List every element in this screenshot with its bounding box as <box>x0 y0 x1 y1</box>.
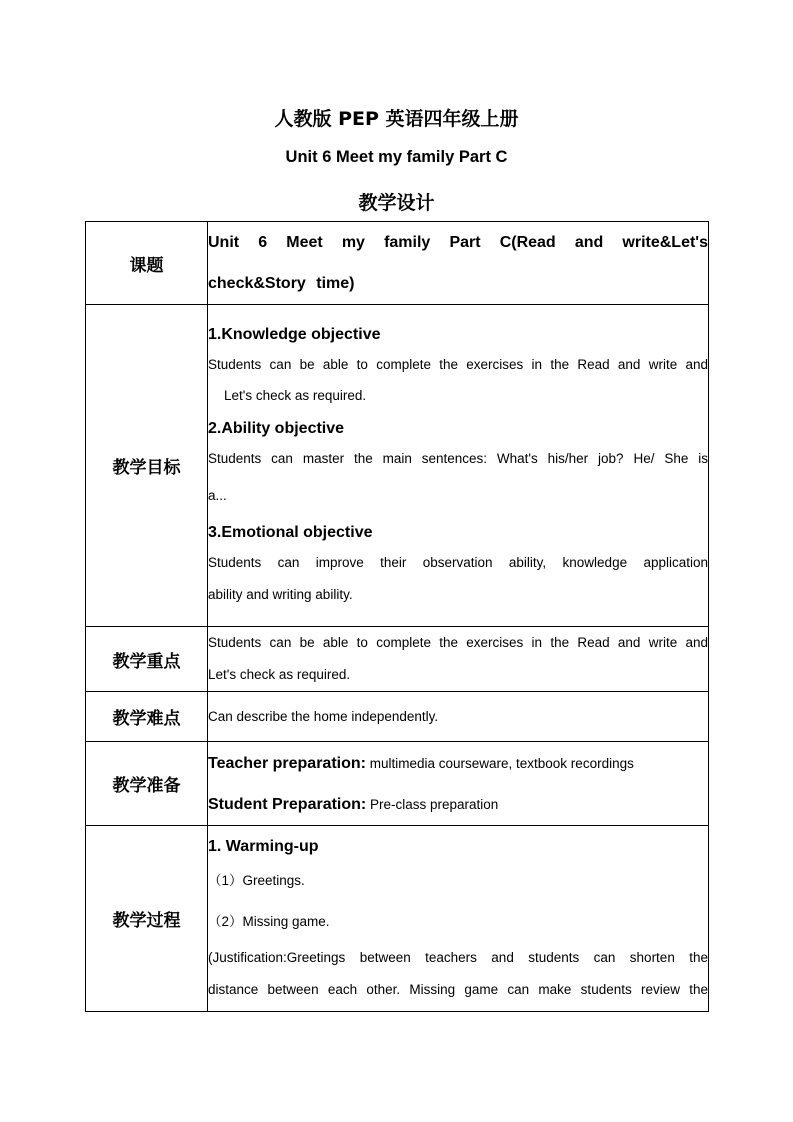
process-item-greetings: （1）Greetings. <box>208 873 305 888</box>
knowledge-objective-text-line2: Let's check as required. <box>224 387 367 403</box>
process-cell <box>208 826 709 1012</box>
justification-text-line1: (Justification:Greetings between teachers and students can shorten the <box>208 950 708 965</box>
student-preparation-text: Pre-class preparation <box>366 796 499 812</box>
unit-subtitle: Unit 6 Meet my family Part C <box>285 148 508 166</box>
teacher-preparation-label: Teacher preparation: <box>208 754 366 772</box>
emotional-objective-text-line2: ability and writing ability. <box>208 586 353 602</box>
emotional-objective-text-line1: Students can improve their observation ability, knowledge application <box>208 554 708 570</box>
preparation-cell <box>208 742 709 826</box>
document-type-heading: 教学设计 <box>358 192 435 214</box>
difficulties-cell <box>208 692 709 742</box>
row-label-process: 教学过程 <box>86 826 208 1012</box>
table-row-topic <box>86 222 709 305</box>
table-row-objectives <box>86 305 709 627</box>
row-label-preparation: 教学准备 <box>86 742 208 826</box>
table-row-process <box>86 826 709 1012</box>
row-label-objectives: 教学目标 <box>86 305 208 627</box>
process-item-missing-game: （2）Missing game. <box>208 914 330 929</box>
key-points-text-line1: Students can be able to complete the exercises in the Read and write and <box>208 635 708 650</box>
row-label-topic: 课题 <box>86 222 208 305</box>
knowledge-objective-heading: 1.Knowledge objective <box>208 325 381 343</box>
table-row-key-points <box>86 627 709 692</box>
teacher-preparation-line <box>208 743 708 784</box>
table-row-preparation <box>86 742 709 826</box>
row-label-difficulties: 教学难点 <box>86 692 208 742</box>
warming-up-heading: 1. Warming-up <box>208 838 319 855</box>
ability-objective-text-line1: Students can master the main sentences: What's his/her job? He/ She is <box>208 450 708 466</box>
key-points-text-line2: Let's check as required. <box>208 667 351 682</box>
emotional-objective-heading: 3.Emotional objective <box>208 523 373 541</box>
topic-cell <box>208 222 709 305</box>
topic-text: Unit 6 Meet my family Part C(Read and write&Let's check&Story time) <box>208 234 708 292</box>
table-row-difficulties <box>86 692 709 742</box>
objectives-cell <box>208 305 709 627</box>
knowledge-objective-text-line1: Students can be able to complete the exercises in the Read and write and <box>208 356 708 372</box>
document-title: 人教版 PEP 英语四年级上册 <box>274 108 519 130</box>
teacher-preparation-text: multimedia courseware, textbook recordings <box>365 755 634 771</box>
student-preparation-line <box>208 784 708 825</box>
justification-text-line2: distance between each other. Missing game can make students review the <box>208 982 708 997</box>
row-label-key-points: 教学重点 <box>86 627 208 692</box>
student-preparation-label: Student Preparation: <box>208 795 367 813</box>
key-points-cell <box>208 627 709 692</box>
ability-objective-text-line2: a... <box>208 487 227 503</box>
ability-objective-heading: 2.Ability objective <box>208 419 345 437</box>
lesson-plan-table <box>85 221 709 1012</box>
difficulties-text: Can describe the home independently. <box>208 708 439 724</box>
